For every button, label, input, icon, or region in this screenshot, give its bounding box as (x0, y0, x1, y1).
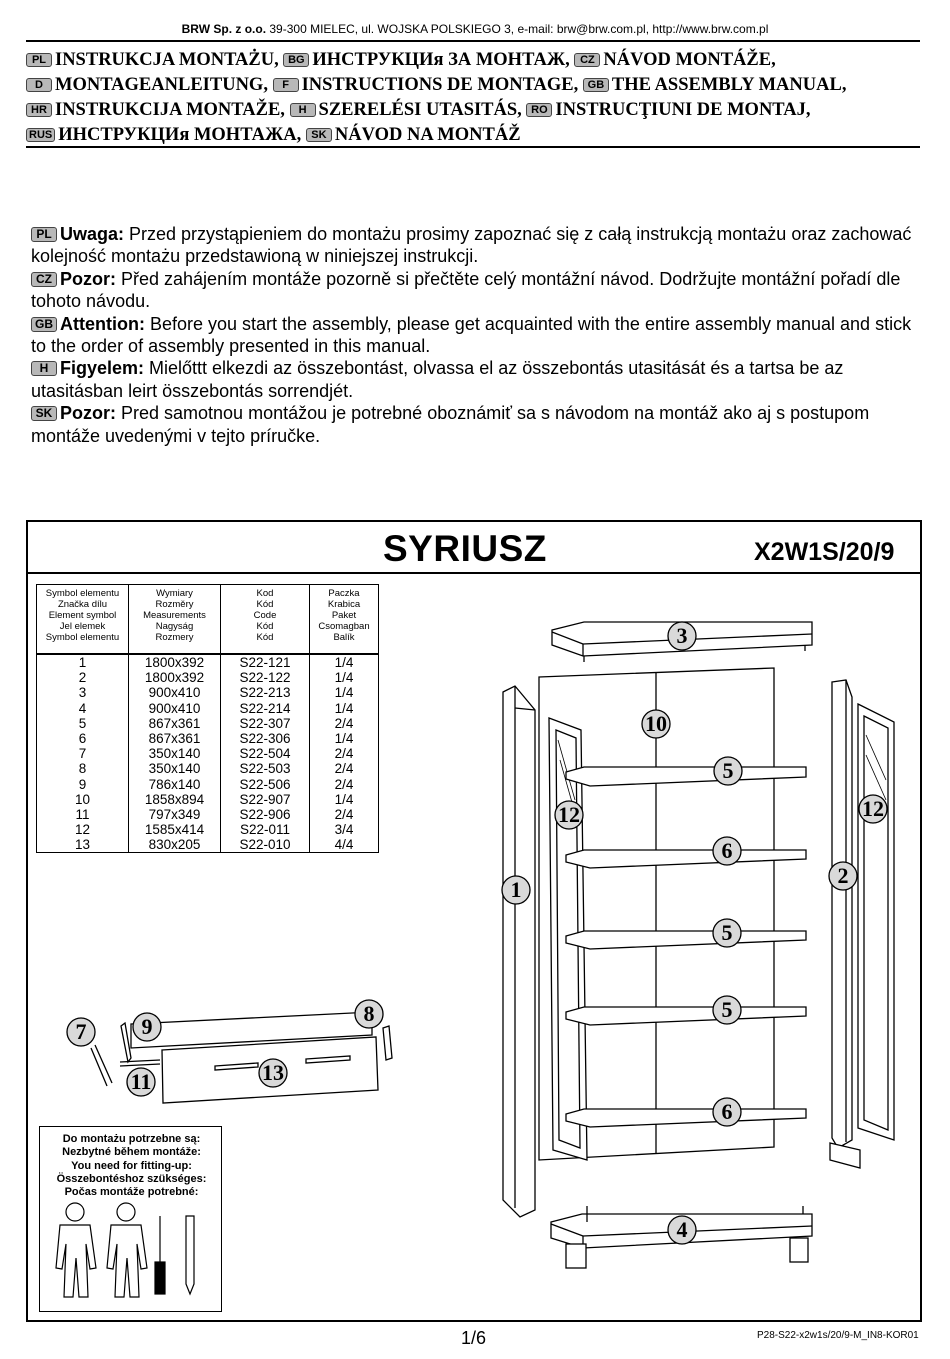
title-text: NÁVOD MONTÁŽE, (603, 50, 776, 70)
title-text: SZERELÉSI UTASITÁS, (318, 100, 522, 120)
callout-number: 13 (262, 1060, 284, 1085)
cell-dimensions: 797x349 (129, 807, 221, 822)
tools-label: Do montażu potrzebne są: Nezbytné během montáže: You need for fitting-up: Összebontéshoz szükséges: Počas montáže potrebné: (56, 1133, 207, 1199)
col-package-header: Paczka Krabica Paket Csomagban Balík (310, 585, 379, 655)
callout-badge (713, 919, 741, 947)
language-badge: GB (31, 317, 57, 332)
cell-package: 2/4 (310, 746, 379, 761)
cell-symbol: 3 (37, 685, 129, 700)
callout-badge (555, 801, 583, 829)
callout-number: 5 (721, 920, 733, 945)
product-code: X2W1S/20/9 (754, 538, 895, 566)
callout-badge (355, 1000, 383, 1028)
callout-number: 1 (510, 877, 522, 902)
note-text: Mielőttt elkezdi az összebontást, olvassa el az összebontás utasitását és a tartsa be az utasitásban leirt összebontás sorrendjét. (31, 358, 844, 401)
col-symbol-header: Symbol elementu Značka dílu Element symbol Jel elemek Symbol elementu (37, 585, 129, 655)
cell-package: 1/4 (310, 792, 379, 807)
company-name: BRW Sp. z o.o. (181, 22, 267, 36)
callout-number: 10 (645, 711, 667, 736)
cell-code: S22-011 (221, 822, 310, 837)
cell-dimensions: 1800x392 (129, 654, 221, 670)
cell-package: 3/4 (310, 822, 379, 837)
callout-number: 8 (363, 1001, 375, 1026)
callout-badge (642, 710, 670, 738)
language-badge: CZ (31, 272, 57, 287)
cell-dimensions: 867x361 (129, 731, 221, 746)
callout-badge (668, 622, 696, 650)
language-badge: H (290, 103, 316, 117)
callout-number: 11 (130, 1069, 152, 1094)
title-text: THE ASSEMBLY MANUAL, (611, 75, 847, 95)
callout-number: 4 (676, 1217, 688, 1242)
note-text: Przed przystąpieniem do montażu prosimy zapoznać się z całą instrukcją montażu oraz zachować kolejność montażu przedstawioną w niniejszej instrukcji. (31, 224, 912, 267)
title-text: NÁVOD NA MONTÁŽ (334, 125, 521, 145)
callout-number: 6 (721, 838, 733, 863)
cell-code: S22-506 (221, 777, 310, 792)
cell-symbol: 7 (37, 746, 129, 761)
callout-number: 12 (558, 802, 580, 827)
title-text: INSTRUCTIONS DE MONTAGE, (301, 75, 579, 95)
cell-dimensions: 786x140 (129, 777, 221, 792)
cell-code: S22-010 (221, 837, 310, 853)
language-badge: PL (26, 53, 52, 67)
callout-badge (133, 1013, 161, 1041)
title-text: INSTRUKCIJA MONTAŽE, (55, 100, 285, 120)
cell-code: S22-122 (221, 670, 310, 685)
callout-badge (713, 1098, 741, 1126)
note-text: Before you start the assembly, please get acquainted with the entire assembly manual and stick to the order of assembly presented in this manual. (31, 313, 912, 357)
cell-symbol: 5 (37, 716, 129, 731)
cell-dimensions: 1585x414 (129, 822, 221, 837)
cell-dimensions: 350x140 (129, 761, 221, 776)
cell-package: 2/4 (310, 716, 379, 731)
col-dimensions-header: Wymiary Rozměry Measurements Nagyság Rozmery (129, 585, 221, 655)
language-badge: H (31, 361, 57, 376)
cell-symbol: 12 (37, 822, 129, 837)
language-badge: RUS (26, 128, 55, 142)
cell-package: 1/4 (310, 701, 379, 716)
callout-number: 5 (721, 997, 733, 1022)
cell-dimensions: 900x410 (129, 685, 221, 700)
language-badge: F (273, 78, 299, 92)
cell-code: S22-213 (221, 685, 310, 700)
cell-package: 2/4 (310, 807, 379, 822)
note-label: Uwaga: (60, 224, 125, 244)
col-code-header: Kod Kód Code Kód Kód (221, 585, 310, 655)
cell-symbol: 13 (37, 837, 129, 853)
cell-package: 4/4 (310, 837, 379, 853)
cell-dimensions: 1800x392 (129, 670, 221, 685)
language-badge: RO (526, 103, 552, 117)
cell-symbol: 8 (37, 761, 129, 776)
cell-code: S22-503 (221, 761, 310, 776)
language-badge: HR (26, 103, 52, 117)
cell-dimensions: 867x361 (129, 716, 221, 731)
cell-package: 1/4 (310, 670, 379, 685)
cell-code: S22-307 (221, 716, 310, 731)
cell-package: 1/4 (310, 731, 379, 746)
cell-package: 2/4 (310, 777, 379, 792)
callout-badge (713, 996, 741, 1024)
title-text: INSTRUKCJA MONTAŻU, (55, 50, 279, 70)
callout-badge (713, 837, 741, 865)
cell-symbol: 9 (37, 777, 129, 792)
callout-badge (67, 1018, 95, 1046)
callout-badge (714, 757, 742, 785)
language-badge: GB (583, 78, 609, 92)
callout-badge (829, 862, 857, 890)
cell-code: S22-906 (221, 807, 310, 822)
note-text: Před zahájením montáže pozorně si přečtěte celý montážní návod. Dodržujte montážní pořadí dle tohoto návodu. (31, 268, 901, 312)
cell-code: S22-214 (221, 701, 310, 716)
title-text: MONTAGEANLEITUNG, (55, 75, 268, 95)
document-code: P28-S22-x2w1s/20/9-M_IN8-KOR01 (757, 1330, 919, 1341)
callout-number: 9 (141, 1014, 153, 1039)
right-side-panel (832, 680, 852, 1148)
cell-dimensions: 830x205 (129, 837, 221, 853)
callout-badge (668, 1216, 696, 1244)
language-badge: BG (283, 53, 309, 67)
note-label: Attention: (60, 313, 145, 334)
note-label: Figyelem: (60, 358, 145, 379)
callout-number: 2 (837, 863, 849, 888)
language-badge: CZ (574, 53, 600, 67)
language-badge: PL (31, 227, 57, 242)
title-text: INSTRUCŢIUNI DE MONTAJ, (555, 100, 811, 120)
cell-dimensions: 350x140 (129, 746, 221, 761)
note-text: Pred samotnou montážou je potrebné oboznámiť sa s návodom na montáž ako aj s postupom montáže uvedenými v tejto príručke. (31, 403, 870, 446)
language-badge: SK (306, 128, 332, 142)
callout-number: 6 (721, 1099, 733, 1124)
callout-number: 12 (862, 796, 884, 821)
page-number: 1/6 (461, 1328, 487, 1348)
language-badge: D (26, 78, 52, 92)
cell-code: S22-306 (221, 731, 310, 746)
cell-package: 2/4 (310, 761, 379, 776)
cell-package: 1/4 (310, 654, 379, 670)
cell-code: S22-907 (221, 792, 310, 807)
tools-box (39, 1126, 222, 1312)
cell-symbol: 2 (37, 670, 129, 685)
callout-badge (502, 876, 530, 904)
cell-code: S22-504 (221, 746, 310, 761)
cell-symbol: 1 (37, 654, 129, 670)
cell-dimensions: 900x410 (129, 701, 221, 716)
callout-badge (859, 795, 887, 823)
cell-symbol: 4 (37, 701, 129, 716)
callout-number: 3 (676, 623, 688, 648)
title-text: ИНСТРУКЦИя ЗА МОНТАЖ, (312, 50, 570, 70)
callout-badge (127, 1068, 155, 1096)
cell-symbol: 11 (37, 807, 129, 822)
title-text: ИНСТРУКЦИя МОНТАЖА, (58, 125, 302, 145)
cell-symbol: 10 (37, 792, 129, 807)
cell-dimensions: 1858x894 (129, 792, 221, 807)
callout-number: 7 (75, 1019, 87, 1044)
note-label: Pozor: (60, 268, 116, 289)
callout-number: 5 (722, 758, 734, 783)
cell-package: 1/4 (310, 685, 379, 700)
callout-badge (259, 1059, 287, 1087)
left-side-panel (503, 686, 535, 1217)
note-label: Pozor: (60, 403, 116, 424)
cell-symbol: 6 (37, 731, 129, 746)
cell-code: S22-121 (221, 654, 310, 670)
company-address: 39-300 MIELEC, ul. WOJSKA POLSKIEGO 3, e-mail: brw@brw.com.pl, http://www.brw.com.pl (266, 22, 769, 36)
product-name: SYRIUSZ (383, 528, 547, 569)
language-badge: SK (31, 406, 57, 421)
